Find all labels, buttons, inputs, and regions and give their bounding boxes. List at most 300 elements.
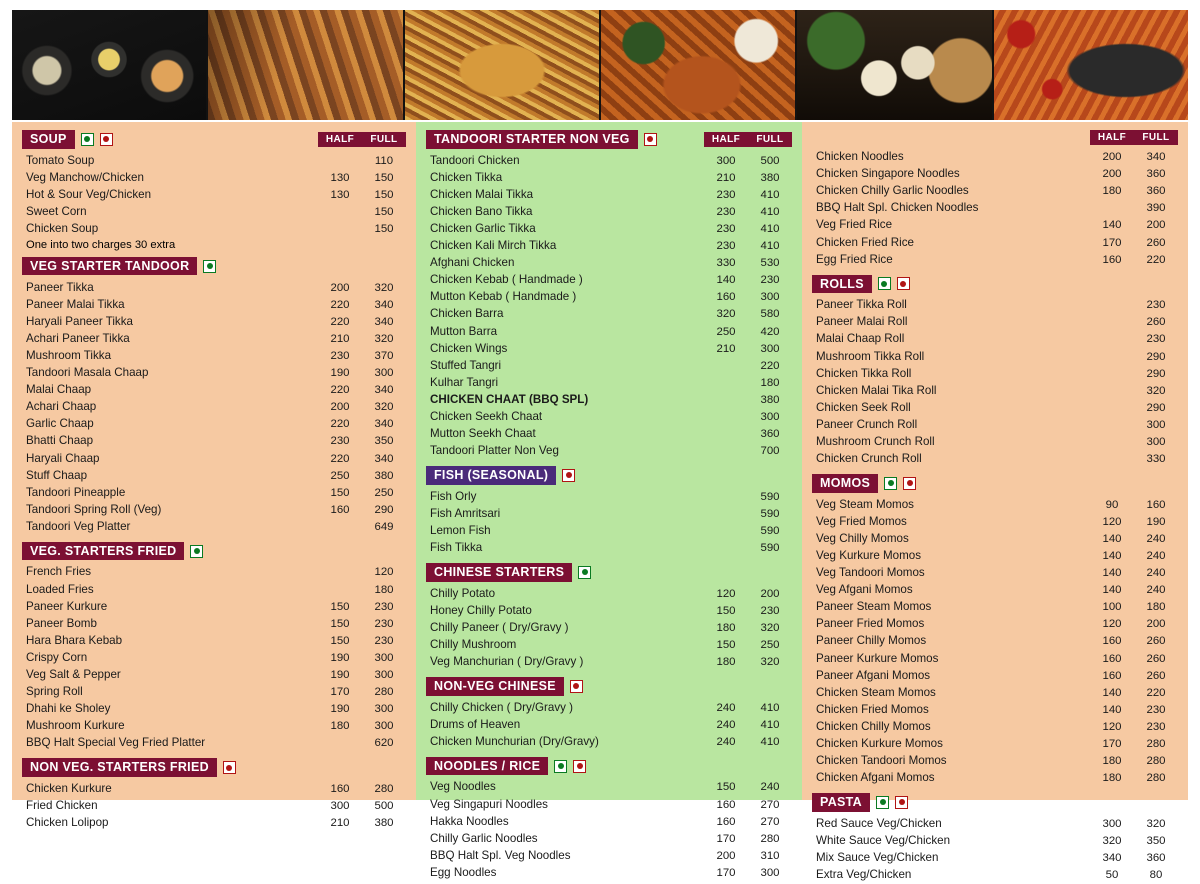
menu-item-full-price: 370 xyxy=(374,349,394,362)
menu-item-name: Stuff Chaap xyxy=(26,468,88,482)
menu-item-name: Chicken Chilly Momos xyxy=(816,719,931,733)
menu-item-list xyxy=(22,564,406,752)
menu-item-half-price: 50 xyxy=(1105,869,1119,882)
price-column-headers xyxy=(704,132,792,147)
menu-item-full-price: 240 xyxy=(760,781,780,794)
section-title: FISH (SEASONAL) xyxy=(426,466,556,485)
menu-item-half-price: 180 xyxy=(1102,772,1122,785)
menu-item-row xyxy=(812,434,1178,451)
menu-item-name: Chicken Garlic Tikka xyxy=(430,221,536,235)
section-veg-starter-tandoor xyxy=(22,257,406,536)
menu-item-name: Paneer Bomb xyxy=(26,616,97,630)
section-title: PASTA xyxy=(812,793,870,812)
menu-item-row xyxy=(812,736,1178,753)
menu-item-full-price: 280 xyxy=(1146,755,1166,768)
menu-item-row xyxy=(812,633,1178,650)
menu-item-full-price: 380 xyxy=(374,469,394,482)
menu-item-full-price: 260 xyxy=(1146,669,1166,682)
menu-item-half-price: 240 xyxy=(716,735,736,748)
menu-item-row xyxy=(426,221,792,238)
section-title: SOUP xyxy=(22,130,75,149)
menu-item-row xyxy=(812,497,1178,514)
menu-item-row xyxy=(812,770,1178,787)
menu-item-half-price: 200 xyxy=(1102,151,1122,164)
menu-item-name: Mutton Kebab ( Handmade ) xyxy=(430,290,577,304)
menu-item-name: Chilly Garlic Noodles xyxy=(430,831,538,845)
menu-item-full-price: 590 xyxy=(760,490,780,503)
menu-item-full-price: 320 xyxy=(1146,817,1166,830)
menu-item-name: Red Sauce Veg/Chicken xyxy=(816,816,942,830)
section-header xyxy=(426,466,792,485)
menu-item-list xyxy=(426,779,792,882)
menu-item-full-price: 300 xyxy=(760,291,780,304)
menu-item-name: Hakka Noodles xyxy=(430,814,509,828)
section-section xyxy=(812,130,1178,269)
menu-item-row xyxy=(426,392,792,409)
menu-item-full-price: 200 xyxy=(1146,219,1166,232)
menu-item-full-price: 590 xyxy=(760,524,780,537)
menu-item-half-price: 180 xyxy=(1102,185,1122,198)
full-label: FULL xyxy=(1142,132,1170,143)
menu-item-name: Garlic Chaap xyxy=(26,417,94,431)
menu-item-full-price: 240 xyxy=(1146,549,1166,562)
menu-item-half-price: 300 xyxy=(330,800,350,813)
menu-item-row xyxy=(812,616,1178,633)
menu-item-full-price: 500 xyxy=(374,800,394,813)
menu-item-name: Veg Chilly Momos xyxy=(816,531,909,545)
menu-item-half-price: 160 xyxy=(1102,635,1122,648)
menu-item-full-price: 290 xyxy=(1146,367,1166,380)
menu-item-name: Chicken Malai Tika Roll xyxy=(816,383,937,397)
menu-item-full-price: 300 xyxy=(374,703,394,716)
menu-item-half-price: 180 xyxy=(330,720,350,733)
menu-item-half-price: 140 xyxy=(1102,703,1122,716)
menu-item-name: Paneer Crunch Roll xyxy=(816,417,918,431)
menu-item-row xyxy=(426,540,792,557)
menu-item-full-price: 320 xyxy=(374,332,394,345)
menu-item-full-price: 410 xyxy=(760,188,780,201)
menu-item-name: Tandoori Veg Platter xyxy=(26,519,131,533)
menu-item-name: Hot & Sour Veg/Chicken xyxy=(26,187,152,201)
menu-item-name: Bhatti Chaap xyxy=(26,434,94,448)
menu-item-name: Chicken Seekh Chaat xyxy=(430,410,543,423)
menu-item-name: Veg Tandoori Momos xyxy=(816,566,925,580)
section-momos xyxy=(812,474,1178,787)
menu-item-full-price: 420 xyxy=(760,325,780,338)
menu-item-full-price: 260 xyxy=(1146,652,1166,665)
menu-item-name: Chicken Tikka xyxy=(430,170,503,184)
menu-item-full-price: 220 xyxy=(760,359,780,372)
menu-item-half-price: 250 xyxy=(716,325,736,338)
menu-item-row xyxy=(426,717,792,734)
menu-item-name: Chicken Kali Mirch Tikka xyxy=(430,239,557,253)
menu-item-full-price: 320 xyxy=(1146,384,1166,397)
menu-item-row xyxy=(812,383,1178,400)
menu-item-row xyxy=(812,565,1178,582)
menu-item-name: Achari Paneer Tikka xyxy=(26,331,130,345)
price-column-headers xyxy=(318,132,406,147)
menu-item-row xyxy=(426,700,792,717)
menu-item-row xyxy=(426,323,792,340)
menu-item-row xyxy=(22,564,406,581)
menu-item-name: CHICKEN CHAAT (BBQ SPL) xyxy=(430,392,589,406)
menu-item-name: Drums of Heaven xyxy=(430,717,521,731)
menu-item-full-price: 150 xyxy=(374,171,394,184)
menu-item-row xyxy=(426,865,792,882)
menu-item-row xyxy=(22,314,406,331)
column-1 xyxy=(12,122,416,830)
menu-item-half-price: 170 xyxy=(716,832,736,845)
menu-item-half-price: 210 xyxy=(330,817,350,830)
menu-item-row xyxy=(22,485,406,502)
menu-item-row xyxy=(812,366,1178,383)
menu-item-row xyxy=(22,815,406,832)
menu-item-half-price: 240 xyxy=(716,718,736,731)
menu-item-name: Chicken Seek Roll xyxy=(816,400,911,414)
section-title: ROLLS xyxy=(812,275,872,294)
menu-item-half-price: 100 xyxy=(1102,601,1122,614)
menu-item-half-price: 130 xyxy=(330,171,350,184)
menu-item-full-price: 220 xyxy=(1146,253,1166,266)
menu-item-name: Chicken Tandoori Momos xyxy=(816,754,947,768)
veg-indicator-icon xyxy=(190,545,203,558)
nonveg-indicator-icon xyxy=(223,761,236,774)
menu-item-full-price: 150 xyxy=(374,188,394,201)
menu-item-half-price: 160 xyxy=(716,815,736,828)
menu-item-row xyxy=(426,831,792,848)
section-header xyxy=(426,757,792,776)
menu-item-full-price: 180 xyxy=(760,376,780,389)
menu-item-name: Chicken Wings xyxy=(430,341,508,355)
nonveg-indicator-icon xyxy=(903,477,916,490)
section-non-veg-chinese xyxy=(426,677,792,751)
menu-item-name: Extra Veg/Chicken xyxy=(816,868,912,882)
menu-item-name: Dhahi ke Sholey xyxy=(26,702,111,716)
menu-item-full-price: 290 xyxy=(1146,401,1166,414)
menu-item-name: Chicken Kebab ( Handmade ) xyxy=(430,273,583,287)
menu-item-row xyxy=(22,581,406,598)
menu-item-row xyxy=(426,489,792,506)
menu-item-list xyxy=(426,489,792,557)
menu-item-name: Tomato Soup xyxy=(26,153,95,167)
menu-item-name: Mushroom Tikka Roll xyxy=(816,349,925,363)
menu-item-row xyxy=(22,684,406,701)
menu-item-half-price: 210 xyxy=(716,171,736,184)
section-header xyxy=(812,793,1178,812)
menu-item-half-price: 220 xyxy=(330,418,350,431)
menu-item-half-price: 180 xyxy=(716,621,736,634)
menu-item-full-price: 80 xyxy=(1149,869,1163,882)
menu-item-list xyxy=(22,781,406,832)
menu-item-row xyxy=(22,348,406,365)
menu-item-name: Chicken Bano Tikka xyxy=(430,204,533,218)
menu-item-row xyxy=(426,375,792,392)
menu-item-full-price: 230 xyxy=(374,634,394,647)
menu-item-half-price: 150 xyxy=(716,638,736,651)
menu-item-half-price: 200 xyxy=(1102,168,1122,181)
menu-item-half-price: 230 xyxy=(716,188,736,201)
menu-item-name: Chicken Munchurian (Dry/Gravy) xyxy=(430,734,599,748)
menu-item-row xyxy=(426,341,792,358)
menu-item-row xyxy=(812,867,1178,884)
menu-item-name: Fish Orly xyxy=(430,489,477,503)
price-column-headers xyxy=(1090,130,1178,145)
section-header xyxy=(22,130,406,149)
menu-item-name: Mutton Seekh Chaat xyxy=(430,427,536,441)
menu-item-name: Paneer Kurkure xyxy=(26,599,108,613)
menu-item-full-price: 120 xyxy=(374,566,394,579)
menu-item-name: Veg Singapuri Noodles xyxy=(430,797,548,811)
menu-item-full-price: 320 xyxy=(374,281,394,294)
menu-item-name: Veg Fried Momos xyxy=(816,514,907,528)
menu-item-half-price: 170 xyxy=(716,866,736,879)
menu-item-full-price: 270 xyxy=(760,798,780,811)
menu-item-row xyxy=(22,331,406,348)
menu-item-name: Haryali Paneer Tikka xyxy=(26,314,133,328)
menu-item-half-price: 230 xyxy=(330,435,350,448)
menu-item-name: Veg Salt & Pepper xyxy=(26,668,121,682)
menu-item-name: Sweet Corn xyxy=(26,204,87,218)
section-title: NON-VEG CHINESE xyxy=(426,677,564,696)
menu-item-half-price: 120 xyxy=(716,587,736,600)
menu-item-name: Afghani Chicken xyxy=(430,256,515,270)
menu-item-row xyxy=(426,289,792,306)
section-soup xyxy=(22,130,406,251)
menu-item-row xyxy=(812,531,1178,548)
menu-item-name: Chicken Crunch Roll xyxy=(816,452,922,466)
menu-item-row xyxy=(812,753,1178,770)
section-header xyxy=(22,542,406,561)
section-title: NON VEG. STARTERS FRIED xyxy=(22,758,217,777)
menu-item-full-price: 180 xyxy=(1146,601,1166,614)
menu-item-full-price: 360 xyxy=(1146,185,1166,198)
menu-item-half-price: 150 xyxy=(330,617,350,630)
menu-item-name: White Sauce Veg/Chicken xyxy=(816,833,951,847)
menu-item-half-price: 300 xyxy=(716,154,736,167)
menu-item-full-price: 300 xyxy=(1146,436,1166,448)
food-photo-strip xyxy=(12,10,1188,120)
menu-item-half-price: 130 xyxy=(330,188,350,201)
menu-item-full-price: 360 xyxy=(1146,168,1166,181)
menu-item-half-price: 220 xyxy=(330,315,350,328)
menu-item-half-price: 150 xyxy=(716,604,736,617)
veg-indicator-icon xyxy=(878,277,891,290)
section-veg-starters-fried xyxy=(22,542,406,753)
menu-item-name: Chicken Tikka Roll xyxy=(816,366,912,380)
menu-item-half-price: 190 xyxy=(330,651,350,664)
section-non-veg-starters-fried xyxy=(22,758,406,832)
menu-item-row xyxy=(22,633,406,650)
menu-item-full-price: 250 xyxy=(374,486,394,499)
menu-item-row xyxy=(812,582,1178,599)
menu-item-name: Egg Fried Rice xyxy=(816,252,893,266)
menu-item-name: Chicken Barra xyxy=(430,307,504,321)
menu-item-half-price: 170 xyxy=(1102,236,1122,249)
menu-item-row xyxy=(426,409,792,426)
menu-item-row xyxy=(812,685,1178,702)
menu-item-list xyxy=(426,153,792,461)
menu-item-name: Chicken Lolipop xyxy=(26,816,109,830)
menu-item-row xyxy=(426,620,792,637)
menu-item-full-price: 380 xyxy=(760,393,780,406)
menu-item-full-price: 200 xyxy=(1146,618,1166,631)
menu-item-row xyxy=(812,650,1178,667)
menu-item-full-price: 270 xyxy=(760,815,780,828)
section-title: CHINESE STARTERS xyxy=(426,563,572,582)
menu-item-row xyxy=(812,719,1178,736)
menu-item-full-price: 240 xyxy=(1146,584,1166,597)
menu-item-name: Malai Chaap Roll xyxy=(816,332,905,346)
menu-item-half-price: 150 xyxy=(330,634,350,647)
menu-item-row xyxy=(812,548,1178,565)
menu-item-row xyxy=(812,149,1178,166)
section-tandoori-starter-non-veg xyxy=(426,130,792,460)
menu-item-full-price: 340 xyxy=(374,315,394,328)
menu-item-row xyxy=(22,187,406,204)
menu-item-half-price: 160 xyxy=(1102,652,1122,665)
menu-item-full-price: 700 xyxy=(760,445,780,458)
menu-item-half-price: 210 xyxy=(330,332,350,345)
menu-item-name: Tandoori Spring Roll (Veg) xyxy=(26,502,162,516)
menu-item-name: Stuffed Tangri xyxy=(430,358,502,372)
nonveg-indicator-icon xyxy=(100,133,113,146)
section-header xyxy=(426,677,792,696)
menu-item-full-price: 300 xyxy=(1146,418,1166,431)
menu-item-full-price: 590 xyxy=(760,507,780,520)
menu-item-half-price: 330 xyxy=(716,257,736,270)
menu-item-name: Malai Chaap xyxy=(26,383,92,397)
menu-item-full-price: 320 xyxy=(760,656,780,669)
menu-item-row xyxy=(22,399,406,416)
menu-item-row xyxy=(426,586,792,603)
menu-item-full-price: 240 xyxy=(1146,567,1166,580)
menu-item-row xyxy=(426,734,792,751)
menu-item-row xyxy=(426,153,792,170)
nonveg-indicator-icon xyxy=(570,680,583,693)
menu-item-full-price: 220 xyxy=(1146,686,1166,699)
menu-item-half-price: 170 xyxy=(1102,738,1122,750)
menu-item-row xyxy=(812,850,1178,867)
menu-item-row xyxy=(426,238,792,255)
menu-item-half-price: 160 xyxy=(716,798,736,811)
section-note: One into two charges 30 extra xyxy=(26,238,176,251)
menu-item-full-price: 360 xyxy=(1146,851,1166,864)
veg-indicator-icon xyxy=(876,796,889,809)
menu-item-half-price: 160 xyxy=(1102,253,1122,266)
menu-item-name: Crispy Corn xyxy=(26,650,88,664)
menu-item-full-price: 280 xyxy=(760,832,780,845)
menu-item-half-price: 230 xyxy=(330,349,350,362)
menu-item-full-price: 190 xyxy=(1146,515,1166,528)
menu-item-row xyxy=(426,255,792,272)
nonveg-indicator-icon xyxy=(573,760,586,773)
menu-item-half-price: 160 xyxy=(330,503,350,516)
menu-item-row xyxy=(812,348,1178,365)
menu-item-half-price: 180 xyxy=(1102,755,1122,768)
menu-item-half-price: 140 xyxy=(1102,567,1122,580)
menu-item-name: Paneer Chilly Momos xyxy=(816,634,927,648)
menu-item-row xyxy=(812,599,1178,616)
menu-item-name: Chicken Kurkure xyxy=(26,782,112,795)
menu-item-full-price: 230 xyxy=(1146,703,1166,716)
menu-item-name: Chilly Potato xyxy=(430,586,496,600)
menu-item-row xyxy=(22,382,406,399)
menu-item-name: Egg Noodles xyxy=(430,865,497,879)
column-2 xyxy=(416,122,802,879)
seekh-kebab-skewers-photo xyxy=(208,10,402,120)
chicken-wings-photo xyxy=(601,10,795,120)
menu-item-full-price: 410 xyxy=(760,718,780,731)
menu-item-half-price: 200 xyxy=(330,281,350,294)
menu-item-name: Mushroom Crunch Roll xyxy=(816,435,935,448)
menu-item-row xyxy=(812,833,1178,850)
menu-item-row xyxy=(22,170,406,187)
menu-item-full-price: 150 xyxy=(374,205,394,218)
menu-item-half-price: 190 xyxy=(330,669,350,682)
menu-item-full-price: 200 xyxy=(760,587,780,600)
menu-item-row xyxy=(812,200,1178,217)
section-header xyxy=(812,275,1178,294)
menu-item-full-price: 290 xyxy=(1146,350,1166,363)
menu-item-row xyxy=(426,187,792,204)
menu-item-list xyxy=(812,149,1178,269)
menu-item-name: Mutton Barra xyxy=(430,324,498,338)
veg-indicator-icon xyxy=(884,477,897,490)
menu-item-name: Chicken Kurkure Momos xyxy=(816,737,943,750)
menu-item-name: Tandoori Masala Chaap xyxy=(26,366,149,380)
menu-item-half-price: 230 xyxy=(716,240,736,253)
menu-item-name: Veg Fried Rice xyxy=(816,218,893,232)
menu-item-full-price: 230 xyxy=(1146,299,1166,312)
menu-item-row xyxy=(812,183,1178,200)
menu-item-half-price: 340 xyxy=(1102,851,1122,864)
nonveg-indicator-icon xyxy=(897,277,910,290)
menu-item-row xyxy=(812,702,1178,719)
menu-item-half-price: 180 xyxy=(716,656,736,669)
menu-item-full-price: 649 xyxy=(374,520,394,533)
menu-item-name: Tandoori Pineapple xyxy=(26,485,126,499)
menu-item-full-price: 350 xyxy=(1146,834,1166,847)
menu-item-row xyxy=(812,314,1178,331)
menu-item-full-price: 230 xyxy=(374,600,394,613)
menu-item-name: BBQ Halt Special Veg Fried Platter xyxy=(26,736,206,750)
menu-item-name: Veg Kurkure Momos xyxy=(816,548,922,562)
menu-item-name: Chicken Fried Momos xyxy=(816,702,929,716)
menu-item-full-price: 280 xyxy=(374,686,394,699)
menu-item-row xyxy=(22,502,406,519)
menu-item-name: Paneer Afgani Momos xyxy=(816,668,931,682)
menu-item-name: Paneer Tikka xyxy=(26,280,94,294)
section-header xyxy=(22,257,406,276)
menu-item-row xyxy=(426,779,792,796)
menu-item-half-price: 220 xyxy=(330,384,350,397)
menu-columns xyxy=(12,122,1188,882)
menu-item-full-price: 300 xyxy=(374,651,394,664)
menu-item-half-price: 140 xyxy=(1102,532,1122,545)
menu-item-full-price: 300 xyxy=(374,367,394,380)
menu-item-full-price: 350 xyxy=(374,435,394,448)
menu-item-full-price: 410 xyxy=(760,735,780,748)
menu-item-name: Chicken Singapore Noodles xyxy=(816,167,960,181)
menu-item-list xyxy=(812,816,1178,884)
menu-item-row xyxy=(22,798,406,815)
menu-item-row xyxy=(812,331,1178,348)
menu-item-half-price: 230 xyxy=(716,222,736,235)
veg-indicator-icon xyxy=(81,133,94,146)
menu-item-full-price: 260 xyxy=(1146,236,1166,249)
menu-item-full-price: 380 xyxy=(760,171,780,184)
menu-item-name: Chilly Chicken ( Dry/Gravy ) xyxy=(430,700,574,714)
